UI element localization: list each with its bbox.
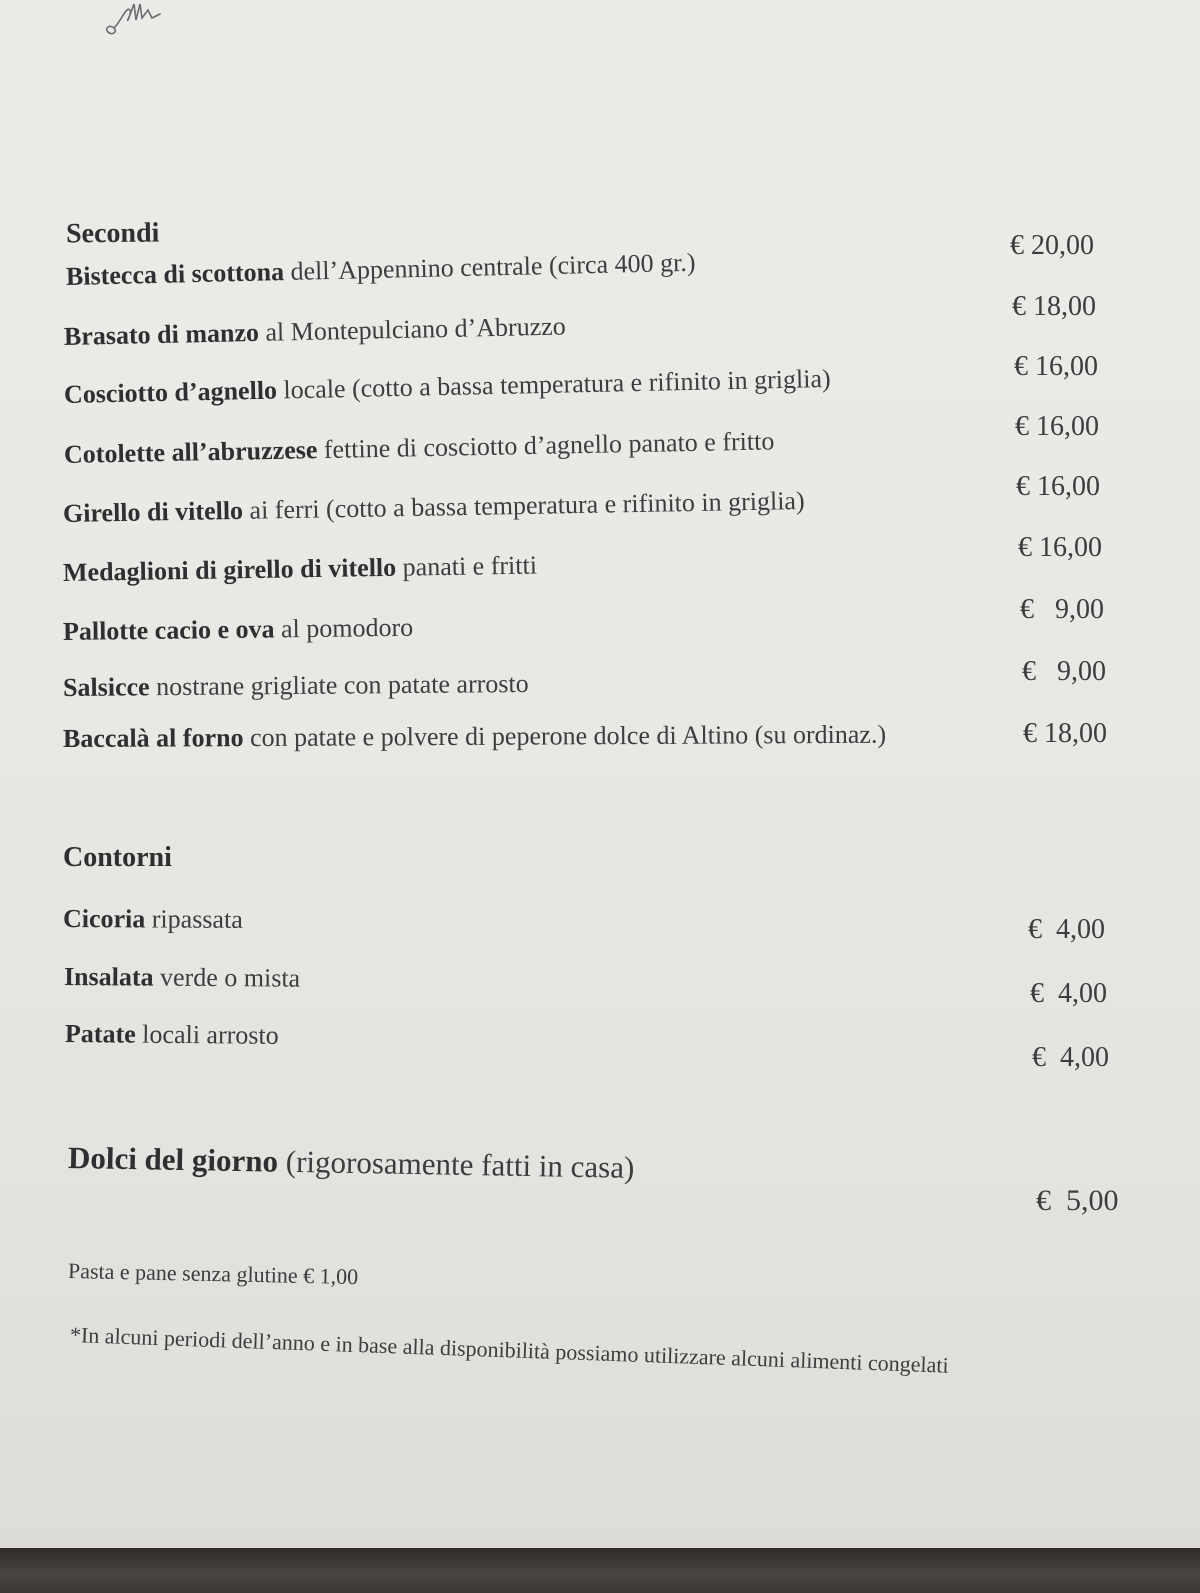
item-price: € 16,00 <box>1018 532 1102 563</box>
table-surface <box>0 1548 1200 1593</box>
dish-description: ai ferri (cotto a bassa temperatura e rifinito in griglia) <box>242 486 805 525</box>
secondi-heading: Secondi <box>65 217 160 250</box>
dish-description: al pomodoro <box>274 612 414 644</box>
contorni-item <box>65 1019 279 1051</box>
dish-name: Patate <box>64 1019 136 1049</box>
secondi-item <box>63 669 529 703</box>
dolci-price: € 5,00 <box>1036 1184 1119 1217</box>
item-price: € 4,00 <box>1028 914 1105 945</box>
dish-description: verde o mista <box>153 962 301 993</box>
dish-name: Cotolette all’abruzzese <box>63 435 318 469</box>
item-price: € 20,00 <box>1010 230 1094 261</box>
dish-description: fettine di cosciotto d’agnello panato e fritto <box>317 426 775 465</box>
secondi-item <box>64 426 775 470</box>
gluten-free-note: Pasta e pane senza glutine € 1,00 <box>67 1258 359 1290</box>
dolci-line <box>68 1140 635 1186</box>
dish-name: Bistecca di scottona <box>65 257 285 291</box>
dish-description: dell’Appennino centrale (circa 400 gr.) <box>283 247 696 287</box>
dish-name: Medaglioni di girello di vitello <box>62 552 397 587</box>
dish-name: Brasato di manzo <box>63 317 260 351</box>
dish-name: Cosciotto d’agnello <box>63 375 278 409</box>
dish-description: con patate e polvere di peperone dolce di Altino (su ordinaz.) <box>243 719 887 753</box>
dish-description: al Montepulciano d’Abruzzo <box>258 311 567 347</box>
item-price: € 9,00 <box>1020 594 1104 625</box>
dish-name: Baccalà al forno <box>62 723 244 753</box>
handwritten-mark <box>100 0 170 38</box>
item-price: € 4,00 <box>1032 1042 1109 1073</box>
secondi-item <box>64 364 831 410</box>
dish-name: Salsicce <box>62 672 150 702</box>
dish-name: Pallotte cacio e ova <box>62 614 275 646</box>
contorni-item <box>63 904 243 935</box>
dish-description: ripassata <box>145 904 243 934</box>
secondi-item <box>63 551 537 588</box>
contorni-heading: Contorni <box>63 842 172 873</box>
dolci-heading: Dolci del giorno <box>67 1140 279 1179</box>
item-price: € 16,00 <box>1015 411 1099 442</box>
secondi-item <box>63 720 886 754</box>
item-price: € 16,00 <box>1016 471 1100 502</box>
dish-description: nostrane grigliate con patate arrosto <box>149 668 529 702</box>
item-price: € 18,00 <box>1012 291 1096 322</box>
item-price: € 18,00 <box>1023 718 1107 749</box>
dish-description: locale (cotto a bassa temperatura e rifinito in griglia) <box>276 363 831 405</box>
dish-name: Cicoria <box>62 904 146 934</box>
item-price: € 9,00 <box>1022 656 1106 687</box>
secondi-item <box>63 613 414 647</box>
dish-description: locali arrosto <box>135 1019 279 1050</box>
secondi-item <box>64 311 566 352</box>
secondi-item <box>66 248 696 292</box>
dish-name: Girello di vitello <box>62 495 244 528</box>
secondi-item <box>63 486 805 529</box>
item-price: € 4,00 <box>1030 978 1107 1009</box>
dish-name: Insalata <box>63 962 154 992</box>
dolci-description: (rigorosamente fatti in casa) <box>277 1143 635 1185</box>
dish-description: panati e fritti <box>395 550 538 582</box>
frozen-food-note: *In alcuni periodi dell’anno e in base alla disponibilità possiamo utilizzare alcuni alimenti congelati <box>69 1322 950 1378</box>
item-price: € 16,00 <box>1014 351 1098 382</box>
contorni-item <box>64 962 300 994</box>
